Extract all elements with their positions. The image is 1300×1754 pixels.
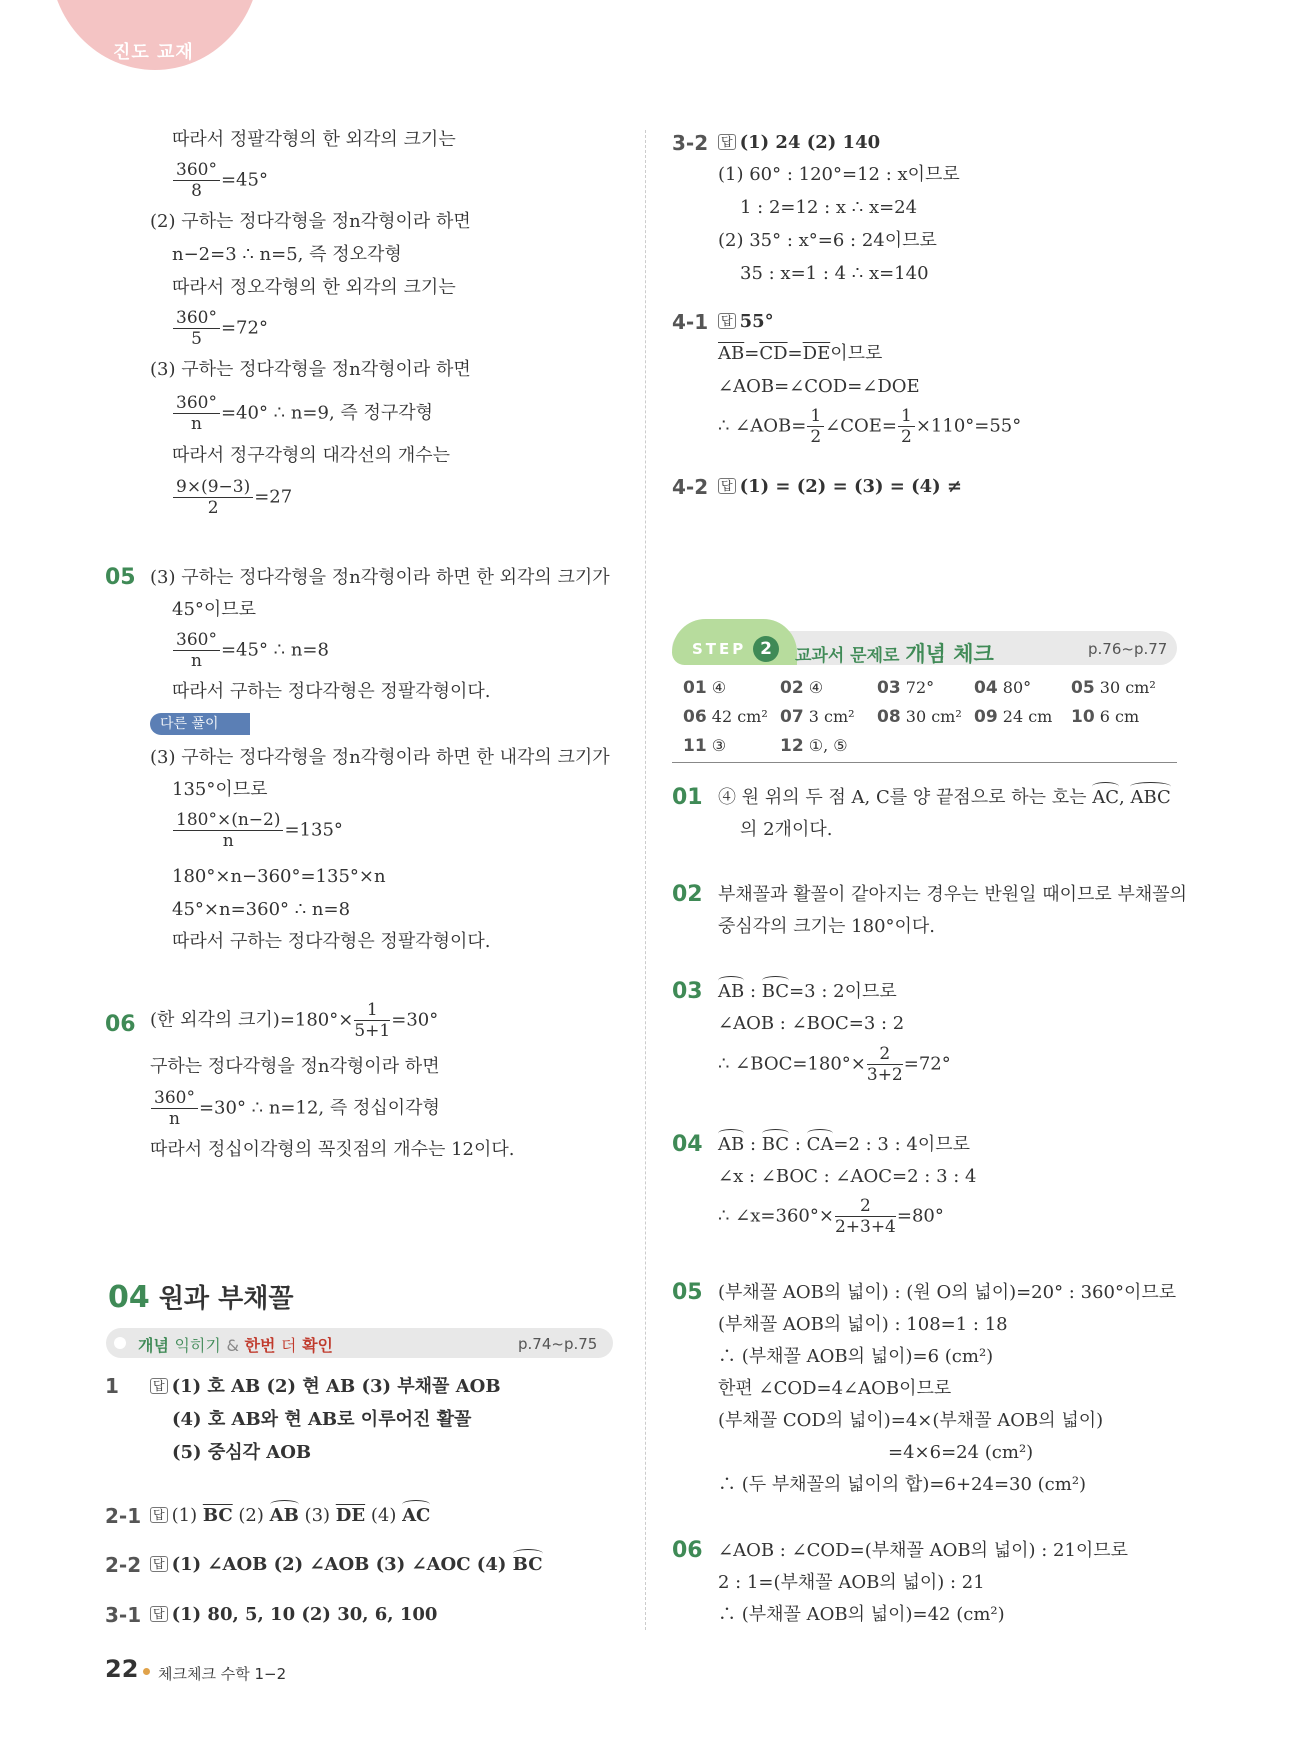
answer-text: (1)	[171, 1505, 203, 1526]
step-title-a: 교과서 문제로	[795, 646, 900, 666]
text-line: 1 : 2=12 : x ∴ x=24	[740, 197, 918, 218]
problem-number: 4-2	[672, 475, 709, 499]
fraction-denominator: 8	[191, 181, 202, 201]
fraction-line	[172, 630, 329, 671]
fraction-denominator: 5+1	[354, 1021, 391, 1041]
step-title	[795, 638, 994, 668]
arc-value: BC	[761, 981, 790, 1002]
section-title-text: 원과 부채꼴	[158, 1284, 294, 1314]
bar-word: 확인	[302, 1336, 333, 1355]
problem-number: 05	[672, 1280, 703, 1305]
text-line	[718, 342, 882, 366]
grid-answer-number: 07	[780, 707, 804, 727]
arc-value: AB	[718, 1134, 745, 1155]
fraction-numerator: 9×(9−3)	[173, 477, 253, 498]
answer-mark: 답	[718, 134, 736, 150]
grid-answer	[877, 707, 962, 727]
text-line: 따라서 정십이각형의 꼭짓점의 개수는 12이다.	[150, 1139, 515, 1160]
answer-line	[718, 475, 962, 499]
grid-answer	[780, 678, 823, 698]
fraction-result: =40° ∴ n=9, 즉 정구각형	[220, 402, 434, 424]
text-line: =4×6=24 (cm²)	[888, 1442, 1034, 1463]
text-piece: ×110°=55°	[915, 415, 1022, 437]
text-piece: ∴ ∠AOB=	[718, 415, 807, 437]
grid-answer-value: ③	[711, 736, 727, 755]
grid-answer	[1071, 678, 1156, 698]
text-line: (한 외각의 크기)=180°×	[150, 1009, 354, 1031]
text-line: ∠AOB=∠COD=∠DOE	[718, 376, 920, 397]
text-piece: =	[744, 343, 760, 364]
fraction-numerator: 360°	[173, 160, 220, 181]
text-line: 135°이므로	[172, 779, 268, 800]
text-piece: :	[744, 1134, 762, 1155]
fraction-denominator: 3+2	[866, 1065, 903, 1085]
grid-answer	[1071, 707, 1139, 727]
problem-number: 05	[105, 565, 136, 590]
problem-number: 06	[672, 1538, 703, 1563]
text-line: 45°이므로	[172, 599, 257, 620]
text-line: ∠AOB : ∠BOC=3 : 2	[718, 1013, 905, 1034]
answer-line	[718, 310, 774, 334]
arc-value: ABC	[1130, 787, 1171, 808]
fraction-line	[718, 1196, 944, 1237]
text-line: (2) 35° : x°=6 : 24이므로	[718, 230, 937, 251]
answer-line	[718, 131, 880, 155]
bar-word: 개념	[138, 1336, 169, 1355]
problem-number: 3-2	[672, 131, 709, 155]
text-piece: :	[789, 1134, 807, 1155]
fraction-numerator: 1	[807, 406, 824, 427]
grid-answer-number: 05	[1071, 678, 1095, 698]
fraction-result: =80°	[896, 1205, 944, 1227]
problem-number: 02	[672, 882, 703, 907]
grid-answer-value: ④	[711, 678, 727, 697]
text-line: 구하는 정다각형을 정n각형이라 하면	[150, 1056, 440, 1077]
bullet-icon	[114, 1337, 126, 1349]
problem-number: 3-1	[105, 1603, 142, 1627]
problem-number: 2-2	[105, 1553, 142, 1577]
answer-text: (4)	[365, 1505, 403, 1526]
text-line: (부채꼴 COD의 넓이)=4×(부채꼴 AOB의 넓이)	[718, 1410, 1104, 1431]
grid-answer-number: 08	[877, 707, 901, 727]
grid-answer-value: 6 cm	[1099, 707, 1140, 726]
text-line: (1) 60° : 120°=12 : x이므로	[718, 164, 960, 185]
fraction-numerator: 360°	[173, 630, 220, 651]
answer-line	[150, 1375, 501, 1399]
text-line: (3) 구하는 정다각형을 정n각형이라 하면	[150, 359, 471, 380]
answer-mark: 답	[718, 478, 736, 494]
fraction-result: =30°	[391, 1009, 439, 1031]
arc-value: AC	[402, 1505, 431, 1526]
segment-value: $\overline{AB}$	[718, 343, 745, 364]
text-line: (부채꼴 AOB의 넓이) : (원 O의 넓이)=20° : 360°이므로	[718, 1282, 1177, 1303]
text-piece: ∠COE=	[825, 415, 897, 437]
text-line: 중심각의 크기는 180°이다.	[718, 916, 936, 937]
problem-number: 04	[672, 1132, 703, 1157]
text-piece: ,	[1119, 787, 1131, 808]
text-piece: =2 : 3 : 4이므로	[833, 1134, 971, 1155]
text-piece: ∴ ∠BOC=180°×	[718, 1053, 866, 1075]
text-line: 따라서 정구각형의 대각선의 개수는	[172, 445, 450, 466]
fraction-denominator: 2+3+4	[834, 1217, 896, 1237]
bar-word: 익히기	[174, 1336, 221, 1355]
text-line: 부채꼴과 활꼴이 같아지는 경우는 반원일 때이므로 부채꼴의	[718, 884, 1188, 905]
fraction-numerator: 360°	[173, 393, 220, 414]
grid-answer-number: 03	[877, 678, 901, 698]
fraction-result: =30° ∴ n=12, 즉 정십이각형	[198, 1097, 440, 1119]
text-line: ∠AOB : ∠COD=(부채꼴 AOB의 넓이) : 21이므로	[718, 1540, 1129, 1561]
fraction-denominator: 5	[191, 329, 202, 349]
grid-answer-number: 09	[974, 707, 998, 727]
grid-answer-value: ④	[808, 678, 824, 697]
page-number: 22	[105, 1655, 139, 1683]
segment-value: $\overline{DE}$	[802, 343, 831, 364]
grid-answer-value: 3 cm²	[808, 707, 855, 726]
answer-line	[150, 1504, 430, 1528]
answer-mark: 답	[150, 1507, 168, 1523]
fraction-numerator: 1	[898, 406, 915, 427]
arc-value: AC	[1092, 787, 1120, 808]
text-line: 2 : 1=(부채꼴 AOB의 넓이) : 21	[718, 1572, 985, 1593]
answer-mark: 답	[718, 313, 736, 329]
answer-text: (2)	[232, 1505, 270, 1526]
grid-answer-value: 72°	[905, 678, 935, 697]
fraction-result: =45°	[220, 169, 268, 191]
fraction-line	[172, 393, 433, 434]
grid-answer	[780, 707, 855, 727]
text-line: ∴ (부채꼴 AOB의 넓이)=42 (cm²)	[718, 1604, 1005, 1625]
book-title: 체크체크 수학 1−2	[158, 1665, 287, 1683]
grid-answer-value: 30 cm²	[905, 707, 962, 726]
text-piece: :	[744, 981, 762, 1002]
grid-answer-number: 02	[780, 678, 804, 698]
grid-answer	[683, 736, 726, 756]
fraction-line	[150, 1000, 438, 1041]
fraction-result: =72°	[220, 317, 268, 339]
answer-mark: 답	[150, 1606, 168, 1622]
grid-answer	[683, 678, 726, 698]
grid-answer-value: 80°	[1002, 678, 1032, 697]
fraction-result: =72°	[903, 1053, 951, 1075]
problem-number: 1	[105, 1374, 119, 1398]
fraction-denominator: 2	[207, 498, 219, 518]
answer-mark: 답	[150, 1556, 168, 1572]
text-line: 한편 ∠COD=4∠AOB이므로	[718, 1378, 952, 1399]
answer-line	[150, 1603, 437, 1627]
grid-answer	[974, 678, 1031, 698]
grid-answer-number: 12	[780, 736, 804, 756]
text-line: 의 2개이다.	[740, 819, 833, 840]
alt-solution-badge: 다른 풀이	[150, 713, 250, 735]
page-range: p.74~p.75	[518, 1335, 598, 1353]
segment-value: $\overline{BC}$	[202, 1505, 233, 1526]
answer-text: (1) 호 AB (2) 현 AB (3) 부채꼴 AOB	[171, 1376, 501, 1397]
arc-value: BC	[761, 1134, 790, 1155]
grid-answer-value: ①, ⑤	[808, 736, 848, 755]
fraction-line	[172, 308, 268, 349]
fraction-numerator: 360°	[151, 1088, 198, 1109]
header-tab-label: 진도 교재	[113, 42, 194, 63]
fraction-result: =27	[254, 486, 293, 508]
step-number: 2	[753, 636, 779, 662]
segment-value: $\overline{CD}$	[759, 343, 788, 364]
fraction-result: =45° ∴ n=8	[220, 639, 329, 661]
fraction-denominator: 2	[810, 427, 822, 447]
text-line: (3) 구하는 정다각형을 정n각형이라 하면 한 외각의 크기가	[150, 567, 610, 588]
segment-value: $\overline{DE}$	[335, 1505, 366, 1526]
text-line	[718, 980, 897, 1004]
grid-answer	[877, 678, 934, 698]
grid-answer-number: 04	[974, 678, 998, 698]
text-line: 따라서 구하는 정다각형은 정팔각형이다.	[172, 681, 491, 702]
text-line: 35 : x=1 : 4 ∴ x=140	[740, 263, 929, 284]
fraction-numerator: 360°	[173, 308, 220, 329]
problem-number: 06	[105, 1012, 136, 1037]
step-title-b: 개념 체크	[905, 642, 994, 666]
footer-dot-icon	[143, 1668, 150, 1675]
text-line: ∴ (부채꼴 AOB의 넓이)=6 (cm²)	[718, 1346, 994, 1367]
grid-answer-number: 11	[683, 736, 707, 756]
grid-answer-value: 42 cm²	[711, 707, 768, 726]
arc-value: CA	[806, 1134, 834, 1155]
fraction-denominator: n	[191, 414, 202, 434]
fraction-denominator: 2	[901, 427, 912, 447]
answer-text: (1) ∠AOB (2) ∠AOB (3) ∠AOC (4)	[171, 1554, 513, 1575]
answer-mark: 답	[150, 1378, 168, 1394]
fraction-denominator: n	[169, 1109, 180, 1129]
grid-answer	[683, 707, 768, 727]
section-title	[108, 1278, 293, 1315]
text-piece: =	[787, 343, 803, 364]
fraction-line	[172, 160, 268, 201]
answer-text: (5) 중심각 AOB	[172, 1442, 312, 1463]
answer-line	[150, 1553, 543, 1577]
fraction-line	[172, 810, 343, 851]
grid-answer-number: 10	[1071, 707, 1095, 727]
fraction-line	[150, 1088, 440, 1129]
text-line: (2) 구하는 정다각형을 정n각형이라 하면	[150, 211, 471, 232]
grid-answer	[780, 736, 848, 756]
bar-word: 더	[281, 1336, 297, 1355]
fraction-line	[172, 477, 292, 518]
grid-rule	[672, 762, 1177, 763]
answer-text: (1) 80, 5, 10 (2) 30, 6, 100	[171, 1604, 438, 1625]
text-piece: 이므로	[830, 343, 883, 364]
fraction-denominator: n	[222, 831, 234, 851]
arc-value: AB	[718, 981, 745, 1002]
bar-word: &	[226, 1336, 239, 1355]
page-range: p.76~p.77	[1088, 640, 1168, 658]
section-number: 04	[108, 1280, 150, 1315]
arc-value: BC	[512, 1554, 543, 1575]
answer-text: (3)	[298, 1505, 336, 1526]
text-piece: ∴ ∠x=360°×	[718, 1205, 834, 1227]
answer-text: 55°	[739, 311, 774, 332]
fraction-numerator: 2	[835, 1196, 896, 1217]
text-line: 따라서 정오각형의 한 외각의 크기는	[172, 277, 456, 298]
fraction-result: =135°	[284, 819, 343, 841]
fraction-numerator: 1	[354, 1000, 390, 1021]
concept-bar-title	[138, 1333, 333, 1356]
problem-number: 4-1	[672, 310, 709, 334]
text-line: 180°×n−360°=135°×n	[172, 866, 386, 887]
bar-word: 한번	[244, 1336, 276, 1355]
text-line: ∠x : ∠BOC : ∠AOC=2 : 3 : 4	[718, 1166, 977, 1187]
answer-text: (1) 24 (2) 140	[739, 132, 881, 153]
column-divider	[645, 130, 646, 1630]
fraction-numerator: 2	[867, 1044, 903, 1065]
grid-answer-number: 01	[683, 678, 707, 698]
text-line: 따라서 구하는 정다각형은 정팔각형이다.	[172, 931, 491, 952]
grid-answer-number: 06	[683, 707, 707, 727]
step-word: STEP	[692, 640, 747, 658]
text-line: ∴ (두 부채꼴의 넓이의 합)=6+24=30 (cm²)	[718, 1474, 1087, 1495]
fraction-numerator: 180°×(n−2)	[173, 810, 283, 831]
fraction-denominator: n	[191, 651, 202, 671]
text-line: 45°×n=360° ∴ n=8	[172, 899, 351, 920]
text-line: 따라서 정팔각형의 한 외각의 크기는	[172, 129, 456, 150]
text-piece: =3 : 2이므로	[789, 981, 897, 1002]
problem-number: 01	[672, 785, 703, 810]
fraction-line	[718, 406, 1021, 447]
grid-answer-value: 30 cm²	[1099, 678, 1156, 697]
text-piece: ④ 원 위의 두 점 A, C를 양 끝점으로 하는 호는	[718, 787, 1093, 808]
grid-answer	[974, 707, 1052, 727]
text-line: (3) 구하는 정다각형을 정n각형이라 하면 한 내각의 크기가	[150, 747, 610, 768]
text-line: (부채꼴 AOB의 넓이) : 108=1 : 18	[718, 1314, 1008, 1335]
problem-number: 2-1	[105, 1504, 142, 1528]
problem-number: 03	[672, 979, 703, 1004]
text-line: n−2=3 ∴ n=5, 즉 정오각형	[172, 244, 402, 265]
text-line	[718, 786, 1171, 810]
fraction-line	[718, 1044, 951, 1085]
answer-text: (4) 호 AB와 현 AB로 이루어진 활꼴	[172, 1409, 472, 1430]
grid-answer-value: 24 cm	[1002, 707, 1053, 726]
text-line	[718, 1133, 970, 1157]
arc-value: AB	[269, 1505, 299, 1526]
answer-text: (1) = (2) = (3) = (4) ≠	[739, 476, 963, 497]
